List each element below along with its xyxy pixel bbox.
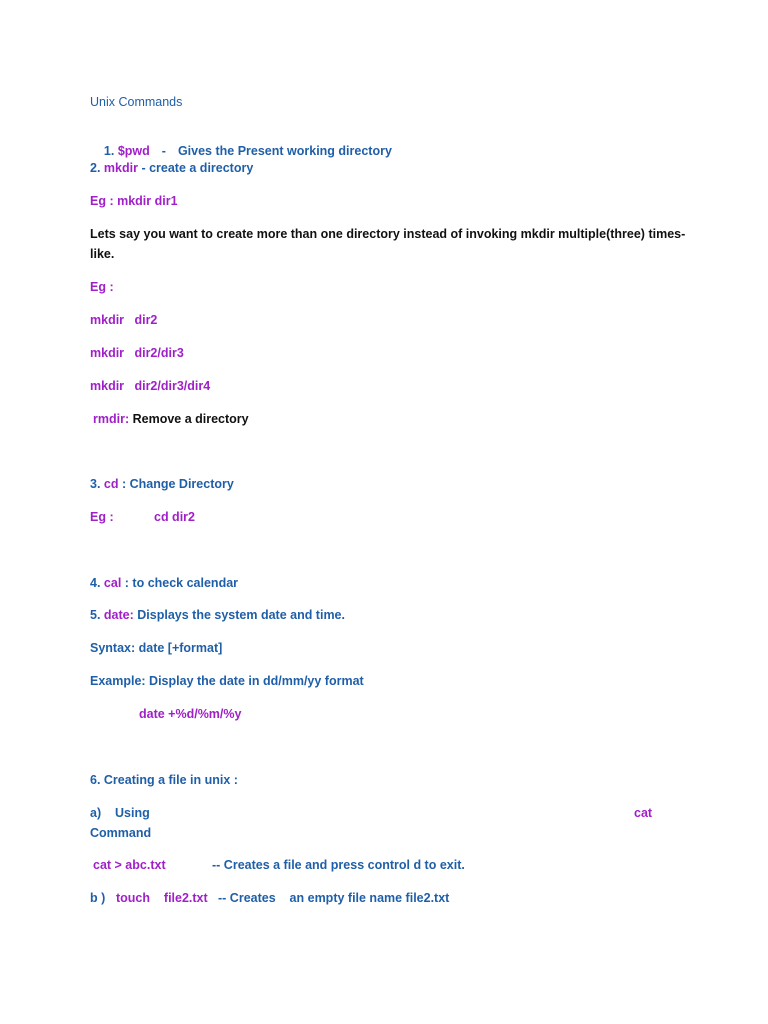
example-label: Eg : — [90, 280, 114, 294]
item-2 — [90, 160, 253, 176]
item-4-command: cal — [103, 576, 122, 590]
item-1-number: 1. — [103, 144, 115, 158]
item-3-example-command: cd dir2 — [154, 510, 195, 524]
mkdir-line-3: mkdir dir2/dir3/dir4 — [90, 379, 211, 393]
item-6a-command-word: Command — [90, 826, 152, 840]
item-3-description: : Change Directory — [118, 477, 234, 491]
item-2-example: Eg : mkdir dir1 — [90, 194, 178, 208]
item-1-command: $pwd — [117, 144, 150, 158]
item-4 — [90, 575, 238, 591]
touch-description: -- Creates an empty file name file2.txt — [218, 891, 450, 905]
item-3-command: cd — [103, 477, 119, 491]
item-6a-cat: cat — [634, 806, 653, 820]
item-6: 6. Creating a file in unix : — [90, 773, 238, 787]
doc-title: Unix Commands — [90, 95, 183, 109]
item-3 — [90, 476, 234, 492]
item-4-description: : to check calendar — [121, 576, 239, 590]
item-6a-label: a) Using — [90, 806, 150, 820]
cat-description: -- Creates a file and press control d to exit. — [212, 858, 465, 872]
item-3-number: 3. — [90, 477, 101, 491]
item-6b-label: b ) — [90, 891, 106, 905]
rmdir-command: rmdir: — [93, 412, 130, 426]
paragraph-1: Lets say you want to create more than one directory instead of invoking mkdir multiple(three) times- — [90, 227, 686, 241]
cat-command: cat > abc.txt — [93, 858, 166, 872]
mkdir-line-1: mkdir dir2 — [90, 313, 158, 327]
item-2-description: - create a directory — [137, 161, 254, 175]
touch-command: touch file2.txt — [116, 891, 208, 905]
syntax-line: Syntax: date [+format] — [90, 641, 223, 655]
item-1-separator: - — [161, 144, 166, 158]
paragraph-1-cont: like. — [90, 247, 115, 261]
example-line: Example: Display the date in dd/mm/yy format — [90, 674, 364, 688]
item-5-description: Displays the system date and time. — [133, 608, 345, 622]
item-3-example-label: Eg : — [90, 510, 114, 524]
rmdir-description: Remove a directory — [129, 412, 249, 426]
item-4-number: 4. — [90, 576, 101, 590]
item-5-command: date: — [103, 608, 134, 622]
item-1-description: Gives the Present working directory — [177, 144, 392, 158]
item-2-number: 2. — [90, 161, 101, 175]
rmdir-line — [93, 411, 249, 427]
item-2-command: mkdir — [103, 161, 138, 175]
item-5 — [90, 607, 345, 623]
mkdir-line-2: mkdir dir2/dir3 — [90, 346, 184, 360]
item-5-number: 5. — [90, 608, 101, 622]
date-command: date +%d/%m/%y — [139, 707, 242, 721]
